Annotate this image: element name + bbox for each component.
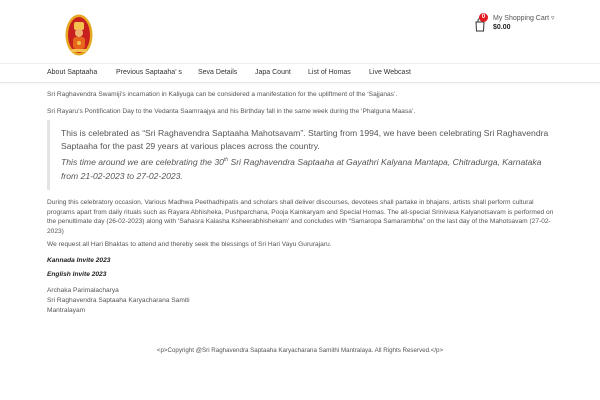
nav-item-about-saptaaha[interactable]: About Saptaaha: [47, 69, 98, 76]
nav-item-live-webcast[interactable]: Live Webcast: [369, 69, 411, 76]
cart-count-badge: 0: [479, 13, 488, 22]
cart-total: $0.00: [493, 24, 511, 31]
guru-logo-icon: [65, 14, 93, 56]
nav-item-previous-saptaahas[interactable]: Previous Saptaaha’ s: [116, 69, 182, 76]
intro-paragraph-2: Sri Rayaru’s Pontification Day to the Vedanta Saamraajya and his Birthday fall in the same week during the ‘Phalguna Maasa’.: [47, 108, 416, 115]
copyright-footer: <p>Copyright @Sri Raghavendra Saptaaha Karyacharana Samithi Mantralaya. All Rights Reserved.</p>: [156, 347, 444, 354]
request-paragraph: We request all Hari Bhaktas to attend and thereby seek the blessings of Sri Hari Vayu Gururajaru.: [47, 241, 332, 248]
site-header: [0, 0, 600, 64]
signature-organization: Sri Raghavendra Saptaaha Karyacharana Samiti: [47, 297, 190, 304]
english-invite-link[interactable]: English Invite 2023: [47, 271, 107, 278]
signature-name: Archaka Parimalacharya: [47, 287, 119, 294]
nav-item-seva-details[interactable]: Seva Details: [198, 69, 238, 76]
nav-item-japa-count[interactable]: Japa Count: [255, 69, 291, 76]
intro-paragraph-1: Sri Raghavendra Swamiji’s incarnation in Kaliyuga can be considered a manifestation for the upliftment of the ‘Sajjanas’.: [47, 91, 398, 98]
cart-title[interactable]: My Shopping Cart ▿: [493, 15, 555, 22]
shopping-cart[interactable]: [472, 12, 562, 36]
main-navigation: [0, 63, 600, 83]
kannada-invite-link[interactable]: Kannada Invite 2023: [47, 257, 111, 264]
celebration-blockquote: [47, 120, 559, 190]
quote-paragraph-2: This time around we are celebrating the 30th Sri Raghavendra Saptaaha at Gayathri Kalyana Mantapa, Chitradurga, Karnataka from 21-02-2023 to 27-02-2023.: [61, 157, 542, 181]
chevron-down-icon: ▿: [550, 15, 555, 22]
signature-location: Mantralayam: [47, 307, 86, 314]
events-paragraph: During this celebratory occasion, Various Madhwa Peethadhipatis and scholars shall deliver discourses, devotees shall partake in bhajans, artists shall perform cultural programs apart from daily rituals such as Rayara Abhisheka, Pushparchana, Pooja Kainkaryam and Special Homas. The all-special Srinivasa Kalyanotsavam is performed on the penultimate day (26-02-2023) along with ‘Sahasra Kalasha Ksheerabhishekam’ and concludes with “Samaropa Samarambha” on the last day of the Mahotsavam (27-02-2023): [47, 199, 554, 235]
quote-paragraph-1: This is celebrated as “Sri Raghavendra Saptaaha Mahotsavam”. Starting from 1994, we have been celebrating Sri Raghavendra Saptaaha for the past 29 years at various places across the country.: [61, 128, 549, 151]
site-logo[interactable]: [65, 14, 93, 56]
nav-item-list-of-homas[interactable]: List of Homas: [308, 69, 351, 76]
